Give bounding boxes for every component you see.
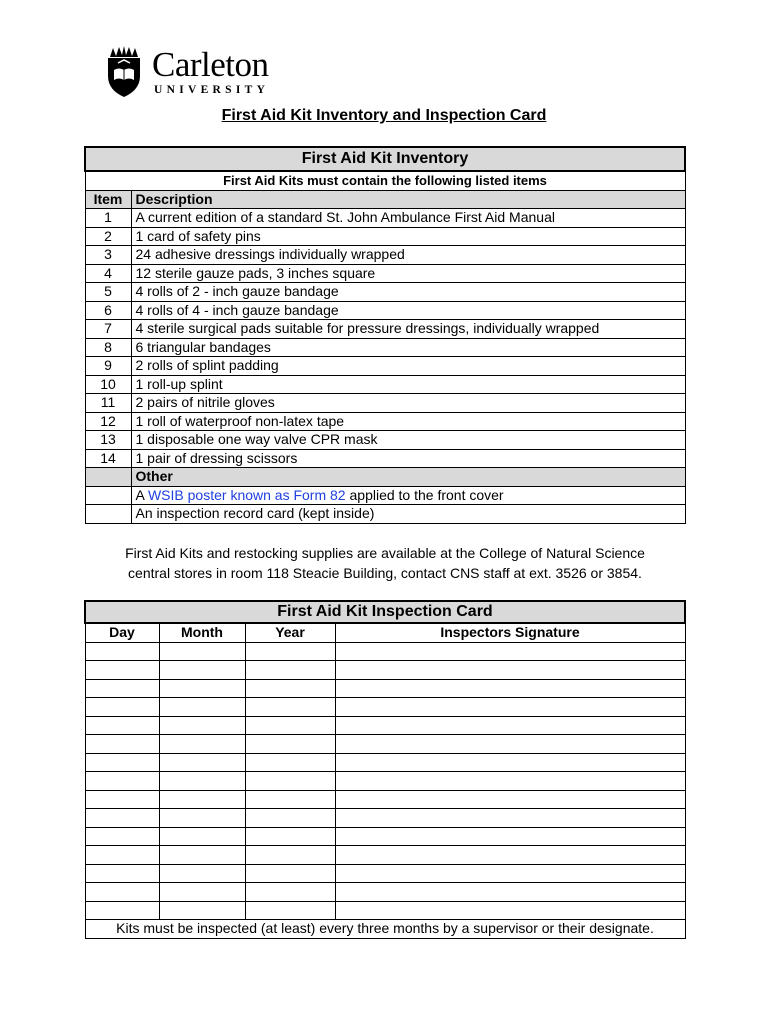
inspection-year-cell[interactable] [245, 846, 335, 865]
item-description: 1 card of safety pins [131, 227, 685, 246]
inventory-item-row [85, 283, 685, 302]
inspection-year-cell[interactable] [245, 679, 335, 698]
inventory-notice: First Aid Kits must contain the following listed items [85, 171, 685, 190]
inspection-day-cell[interactable] [85, 716, 159, 735]
other-num-cell [85, 486, 131, 505]
poster-suffix: applied to the front cover [345, 486, 504, 503]
item-number: 2 [85, 227, 131, 246]
item-number: 7 [85, 320, 131, 339]
inventory-item-row [85, 431, 685, 450]
item-number: 4 [85, 264, 131, 283]
item-number: 9 [85, 357, 131, 376]
item-number: 5 [85, 283, 131, 302]
inspection-month-cell[interactable] [159, 846, 245, 865]
inventory-item-row [85, 301, 685, 320]
inspection-signature-cell[interactable] [335, 642, 685, 661]
inspection-entry-row [85, 846, 685, 865]
inspection-entry-row [85, 716, 685, 735]
inspection-day-cell[interactable] [85, 901, 159, 920]
item-number: 10 [85, 375, 131, 394]
inventory-heading: First Aid Kit Inventory [85, 147, 685, 171]
carleton-logo [104, 46, 304, 98]
item-description: 4 rolls of 4 - inch gauze bandage [131, 301, 685, 320]
inventory-item-row [85, 227, 685, 246]
inventory-column-header [85, 190, 685, 209]
item-number: 12 [85, 412, 131, 431]
inspection-year-cell[interactable] [245, 864, 335, 883]
document-title: First Aid Kit Inventory and Inspection Card [221, 107, 547, 124]
inspection-signature-cell[interactable] [335, 698, 685, 717]
item-description: 4 sterile surgical pads suitable for pressure dressings, individually wrapped [131, 320, 685, 339]
inspection-heading-row [85, 601, 685, 623]
item-description: 12 sterile gauze pads, 3 inches square [131, 264, 685, 283]
inspection-year-cell[interactable] [245, 883, 335, 902]
inspection-month-cell[interactable] [159, 864, 245, 883]
item-description: 24 adhesive dressings individually wrapped [131, 246, 685, 265]
inspection-month-cell[interactable] [159, 809, 245, 828]
other-item-poster [131, 486, 685, 505]
inspection-signature-cell[interactable] [335, 679, 685, 698]
inspection-day-cell[interactable] [85, 846, 159, 865]
inspection-month-cell[interactable] [159, 661, 245, 680]
item-number: 11 [85, 394, 131, 413]
inspection-day-cell[interactable] [85, 642, 159, 661]
logo-subtitle: UNIVERSITY [154, 84, 270, 96]
inspection-entry-row [85, 790, 685, 809]
inspection-signature-cell[interactable] [335, 772, 685, 791]
inspection-month-cell[interactable] [159, 679, 245, 698]
item-description: 1 pair of dressing scissors [131, 449, 685, 468]
inspection-year-cell[interactable] [245, 753, 335, 772]
other-blank-cell [85, 468, 131, 487]
carleton-shield-icon [104, 46, 144, 98]
item-description: 6 triangular bandages [131, 338, 685, 357]
item-number: 14 [85, 449, 131, 468]
inspection-signature-cell[interactable] [335, 846, 685, 865]
inspection-footer-row [85, 920, 685, 939]
restocking-note-line: First Aid Kits and restocking supplies are available at the College of Natural Science [125, 545, 645, 561]
item-number: 1 [85, 209, 131, 228]
inspection-day-cell[interactable] [85, 883, 159, 902]
inspection-day-cell[interactable] [85, 790, 159, 809]
inspection-day-cell[interactable] [85, 661, 159, 680]
inspection-day-cell[interactable] [85, 864, 159, 883]
other-item-row [85, 486, 685, 505]
inventory-item-row [85, 338, 685, 357]
inspection-entry-row [85, 901, 685, 920]
inspection-signature-cell[interactable] [335, 790, 685, 809]
col-year-header: Year [245, 623, 335, 642]
other-item-record-card: An inspection record card (kept inside) [131, 505, 685, 524]
item-description: 2 rolls of splint padding [131, 357, 685, 376]
inspection-entry-row [85, 661, 685, 680]
item-description: A current edition of a standard St. John Ambulance First Aid Manual [131, 209, 685, 228]
item-description: 1 roll of waterproof non-latex tape [131, 412, 685, 431]
inventory-heading-row [85, 147, 685, 171]
inspection-day-cell[interactable] [85, 698, 159, 717]
inspection-signature-cell[interactable] [335, 883, 685, 902]
inspection-entry-row [85, 698, 685, 717]
inspection-year-cell[interactable] [245, 661, 335, 680]
inspection-month-cell[interactable] [159, 642, 245, 661]
col-description-header: Description [131, 190, 685, 209]
other-num-cell [85, 505, 131, 524]
inspection-entry-row [85, 883, 685, 902]
inspection-entry-row [85, 679, 685, 698]
inspection-year-cell[interactable] [245, 735, 335, 754]
inspection-month-cell[interactable] [159, 901, 245, 920]
inspection-day-cell[interactable] [85, 679, 159, 698]
inspection-entry-row [85, 642, 685, 661]
item-description: 4 rolls of 2 - inch gauze bandage [131, 283, 685, 302]
inventory-item-row [85, 375, 685, 394]
inspection-column-header [85, 623, 685, 642]
inspection-entry-row [85, 864, 685, 883]
inspection-year-cell[interactable] [245, 901, 335, 920]
inspection-day-cell[interactable] [85, 735, 159, 754]
poster-prefix: A [135, 486, 148, 503]
inventory-notice-row [85, 171, 685, 190]
inspection-signature-cell[interactable] [335, 827, 685, 846]
restocking-note-line: central stores in room 118 Steacie Building, contact CNS staff at ext. 3526 or 3854. [128, 564, 642, 581]
inspection-month-cell[interactable] [159, 790, 245, 809]
item-description: 2 pairs of nitrile gloves [131, 394, 685, 413]
item-number: 8 [85, 338, 131, 357]
inspection-month-cell[interactable] [159, 716, 245, 735]
inspection-month-cell[interactable] [159, 698, 245, 717]
inspection-footer: Kits must be inspected (at least) every three months by a supervisor or their designate. [85, 920, 685, 939]
item-number: 6 [85, 301, 131, 320]
inspection-signature-cell[interactable] [335, 753, 685, 772]
inspection-year-cell[interactable] [245, 827, 335, 846]
logo-wordmark: Carleton [152, 45, 269, 84]
inspection-signature-cell[interactable] [335, 716, 685, 735]
inspection-entry-row [85, 753, 685, 772]
item-description: 1 disposable one way valve CPR mask [131, 431, 685, 450]
restocking-note [84, 544, 686, 583]
inspection-signature-cell[interactable] [335, 809, 685, 828]
other-heading: Other [131, 468, 685, 487]
inventory-item-row [85, 449, 685, 468]
inspection-year-cell[interactable] [245, 716, 335, 735]
inspection-month-cell[interactable] [159, 827, 245, 846]
inspection-entry-row [85, 809, 685, 828]
inspection-day-cell[interactable] [85, 772, 159, 791]
inspection-heading: First Aid Kit Inspection Card [85, 601, 685, 623]
inspection-year-cell[interactable] [245, 809, 335, 828]
inspection-month-cell[interactable] [159, 753, 245, 772]
inventory-item-row [85, 394, 685, 413]
inspection-day-cell[interactable] [85, 753, 159, 772]
inspection-day-cell[interactable] [85, 809, 159, 828]
wsib-form-82-link[interactable]: WSIB poster known as Form 82 [147, 486, 346, 503]
inspection-signature-cell[interactable] [335, 901, 685, 920]
other-item-row [85, 505, 685, 524]
inspection-signature-cell[interactable] [335, 661, 685, 680]
inspection-month-cell[interactable] [159, 883, 245, 902]
inspection-table [84, 600, 686, 939]
inspection-year-cell[interactable] [245, 790, 335, 809]
col-signature-header: Inspectors Signature [335, 623, 685, 642]
col-day-header: Day [85, 623, 159, 642]
inventory-item-row [85, 209, 685, 228]
inventory-item-row [85, 246, 685, 265]
item-number: 13 [85, 431, 131, 450]
inventory-item-row [85, 320, 685, 339]
inspection-entry-row [85, 772, 685, 791]
col-month-header: Month [159, 623, 245, 642]
inspection-month-cell[interactable] [159, 735, 245, 754]
item-number: 3 [85, 246, 131, 265]
inspection-signature-cell[interactable] [335, 735, 685, 754]
inspection-year-cell[interactable] [245, 642, 335, 661]
item-description: 1 roll-up splint [131, 375, 685, 394]
inventory-item-row [85, 357, 685, 376]
inspection-signature-cell[interactable] [335, 864, 685, 883]
inventory-table [84, 146, 686, 524]
inspection-entry-row [85, 827, 685, 846]
inspection-month-cell[interactable] [159, 772, 245, 791]
inventory-item-row [85, 264, 685, 283]
col-item-header: Item [85, 190, 131, 209]
inventory-item-row [85, 412, 685, 431]
inspection-entry-row [85, 735, 685, 754]
inspection-year-cell[interactable] [245, 698, 335, 717]
inspection-year-cell[interactable] [245, 772, 335, 791]
inspection-day-cell[interactable] [85, 827, 159, 846]
other-heading-row [85, 468, 685, 487]
